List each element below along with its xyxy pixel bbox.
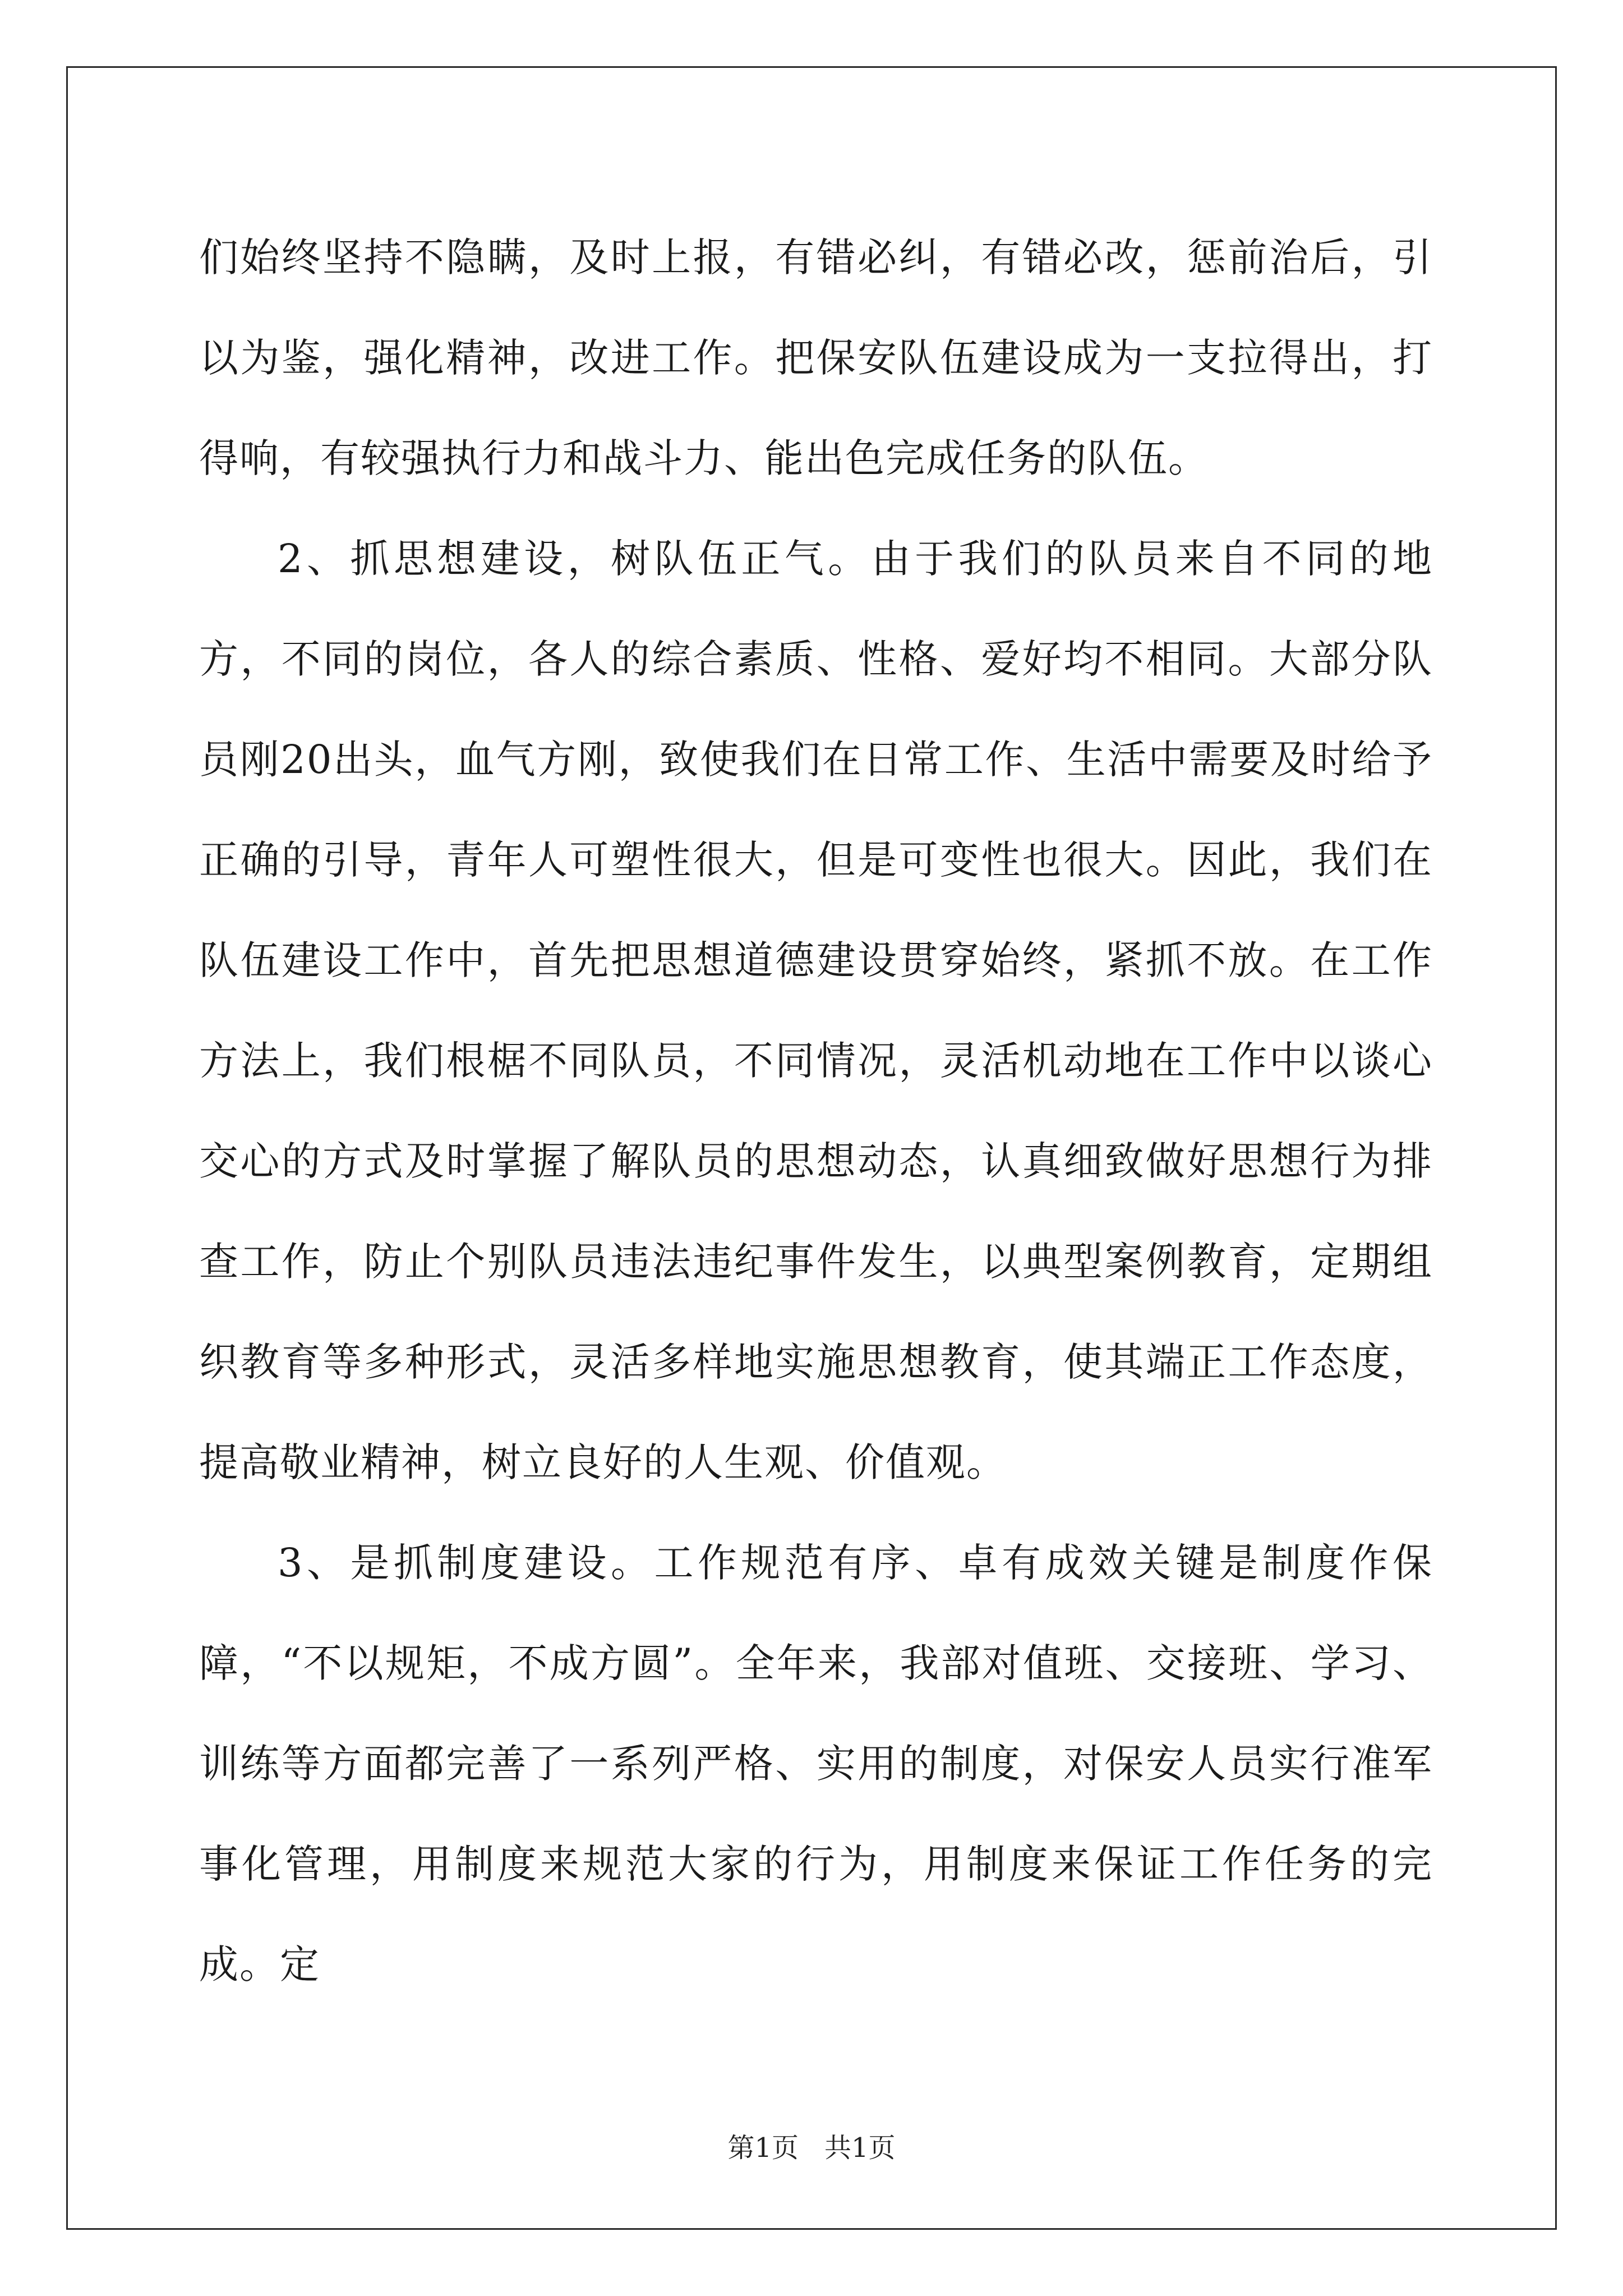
paragraph-thought-building: 2、抓思想建设，树队伍正气。由于我们的队员来自不同的地方，不同的岗位，各人的综合素质、性格、爱好均不相同。大部分队员刚20出头，血气方刚，致使我们在日常工作、生活中需要及时给予正确的引导，青年人可塑性很大，但是可变性也很大。因此，我们在队伍建设工作中，首先把思想道德建设贯穿始终，紧抓不放。在工作方法上，我们根椐不同队员，不同情况，灵活机动地在工作中以谈心交心的方式及时掌握了解队员的思想动态，认真细致做好思想行为排查工作，防止个别队员违法违纪事件发生，以典型案例教育，定期组织教育等多种形式，灵活多样地实施思想教育，使其端正工作态度，提高敬业精神，树立良好的人生观、价值观。 <box>199 536 1433 1485</box>
document-body <box>199 208 1433 2015</box>
page-number: 第1页 <box>727 2132 799 2164</box>
page-total: 共1页 <box>824 2132 896 2164</box>
paragraph-system-building: 3、是抓制度建设。工作规范有序、卓有成效关键是制度作保障，“不以规矩，不成方圆”。全年来，我部对值班、交接班、学习、训练等方面都完善了一系列严格、实用的制度，对保安人员实行准军事化管理，用制度来规范大家的行为，用制度来保证工作任务的完成。定 <box>199 1540 1433 1987</box>
page-footer <box>0 2126 1623 2165</box>
paragraph-continuation: 们始终坚持不隐瞒，及时上报，有错必纠，有错必改，惩前治后，引以为鉴，强化精神，改进工作。把保安队伍建设成为一支拉得出，打得响，有较强执行力和战斗力、能出色完成任务的队伍。 <box>199 234 1433 481</box>
